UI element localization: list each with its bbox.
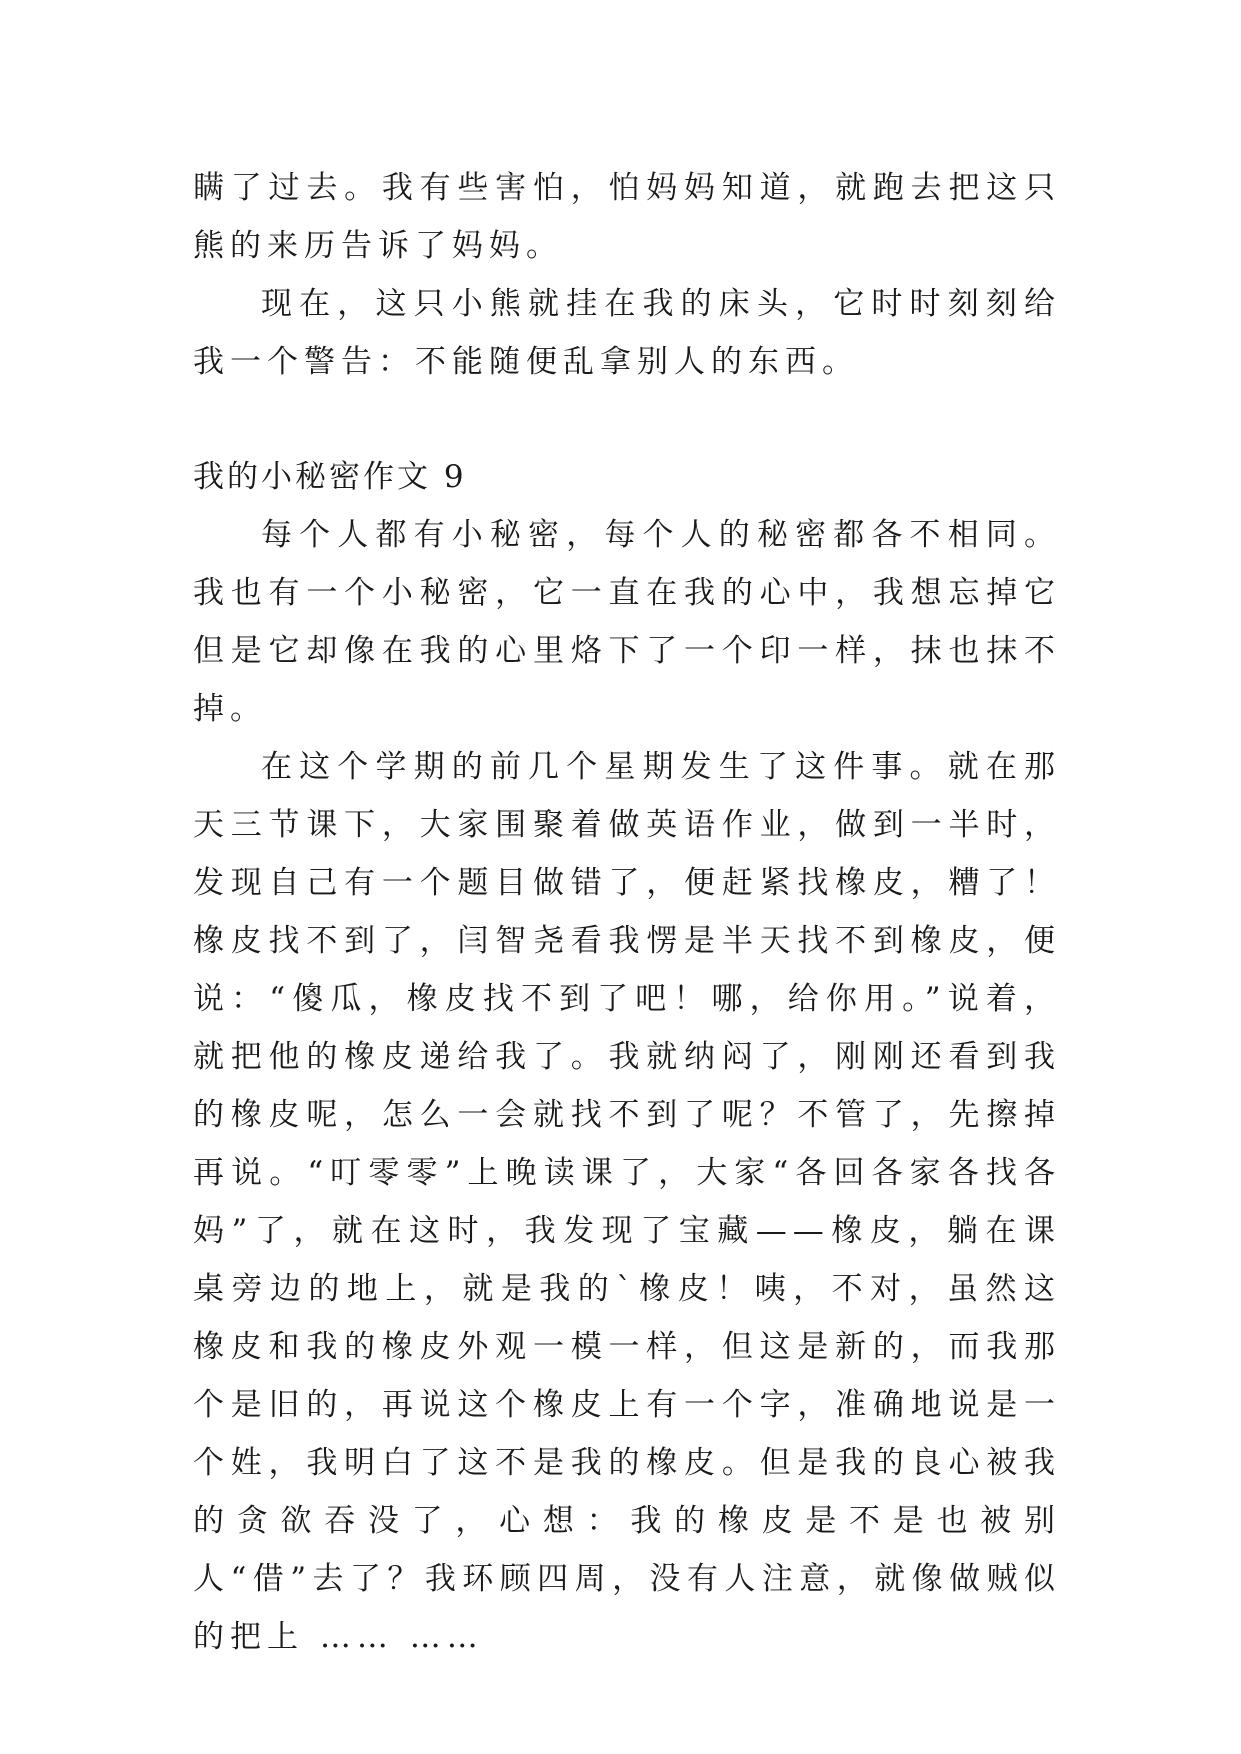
essay-title: 我的小秘密作文 9: [193, 459, 467, 495]
essay-paragraph-intro: 每个人都有小秘密，每个人的秘密都各不相同。我也有一个小秘密，它一直在我的心中，我想忘掉它但是它却像在我的心里烙下了一个印一样，抹也抹不掉。: [193, 517, 1061, 727]
paragraph-continuation: 瞒了过去。我有些害怕，怕妈妈知道，就跑去把这只熊的来历告诉了妈妈。: [193, 170, 1061, 264]
essay-paragraph-story: 在这个学期的前几个星期发生了这件事。就在那天三节课下，大家围聚着做英语作业，做到一半时，发现自己有一个题目做错了，便赶紧找橡皮，糟了！橡皮找不到了，闫智尧看我愣是半天找不到橡皮，便说：“傻瓜，橡皮找不到了吧！哪，给你用。”说着，就把他的橡皮递给我了。我就纳闷了，刚刚还看到我的橡皮呢，怎么一会就找不到了呢？不管了，先擦掉再说。“叮零零”上晚读课了，大家“各回各家各找各妈”了，就在这时，我发现了宝藏——橡皮，躺在课桌旁边的地上，就是我的`橡皮！咦，不对，虽然这橡皮和我的橡皮外观一模一样，但这是新的，而我那个是旧的，再说这个橡皮上有一个字，准确地说是一个姓，我明白了这不是我的橡皮。但是我的良心被我的贪欲吞没了，心想：我的橡皮是不是也被别人“借”去了？我环顾四周，没有人注意，就像做贼似的把上 …… ……: [193, 749, 1061, 1655]
continued-essay-text: [193, 159, 1061, 391]
essay-body: [193, 506, 1061, 1666]
paragraph-conclusion: 现在，这只小熊就挂在我的床头，它时时刻刻给我一个警告：不能随便乱拿别人的东西。: [193, 286, 1061, 380]
